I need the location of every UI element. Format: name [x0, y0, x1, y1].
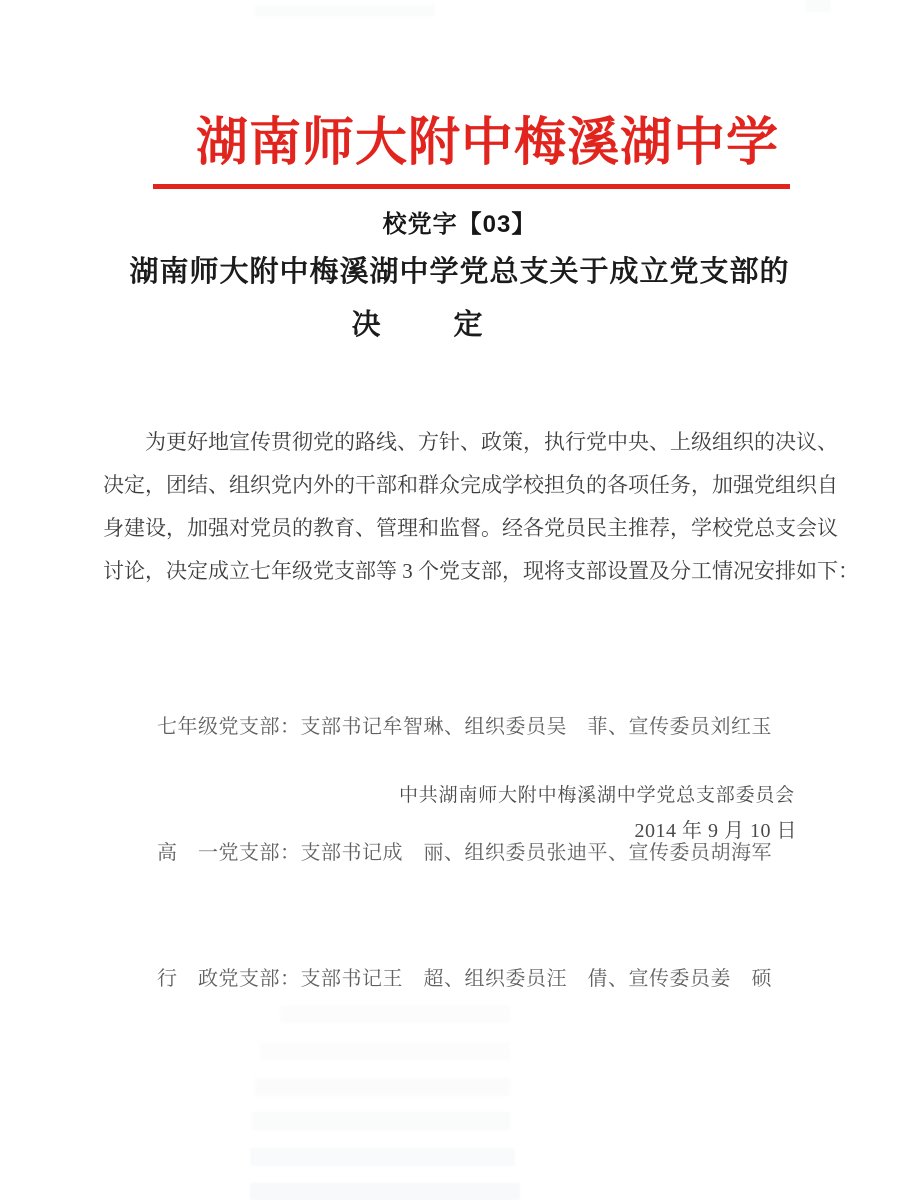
signature-committee-name: 中共湖南师大附中梅溪湖中学党总支部委员会	[398, 785, 795, 806]
masthead-school-name: 湖南师大附中梅溪湖中学	[195, 115, 779, 172]
body-paragraph-line: 讨论，决定成立七年级党支部等 3 个党支部，现将支部设置及分工情况安排如下：	[103, 559, 859, 583]
document-title-line1: 湖南师大附中梅溪湖中学党总支关于成立党支部的	[129, 256, 790, 288]
scan-bleed-artifact	[255, 5, 435, 16]
scan-bleed-artifact	[280, 1005, 510, 1023]
branch-item-senior1: 高 一党支部：支部书记成 丽、组织委员张迪平、宣传委员胡海军	[157, 842, 772, 864]
body-paragraph-line: 身建设，加强对党员的教育、管理和监督。经各党员民主推荐，学校党总支会议	[103, 516, 838, 540]
scan-bleed-artifact	[255, 1078, 510, 1096]
body-paragraph	[103, 421, 859, 593]
body-paragraph-line: 决定，团结、组织党内外的干部和群众完成学校担负的各项任务，加强党组织自	[103, 473, 838, 497]
scan-bleed-artifact	[805, 0, 831, 12]
document-number: 校党字【03】	[382, 211, 537, 238]
branch-item-grade7: 七年级党支部：支部书记牟智琳、组织委员吴 菲、宣传委员刘红玉	[157, 716, 772, 738]
scan-bleed-artifact	[250, 1183, 520, 1200]
scan-bleed-artifact	[250, 1148, 515, 1166]
masthead-divider-rule	[153, 184, 790, 189]
scan-bleed-artifact	[260, 1042, 510, 1060]
branch-item-admin: 行 政党支部：支部书记王 超、组织委员汪 倩、宣传委员姜 硕	[157, 968, 772, 990]
signature-date: 2014 年 9 月 10 日	[634, 820, 797, 842]
document-title-line2: 决 定	[351, 309, 488, 341]
scan-bleed-artifact	[252, 1112, 510, 1130]
body-paragraph-line: 为更好地宣传贯彻党的路线、方针、政策，执行党中央、上级组织的决议、	[145, 430, 838, 454]
